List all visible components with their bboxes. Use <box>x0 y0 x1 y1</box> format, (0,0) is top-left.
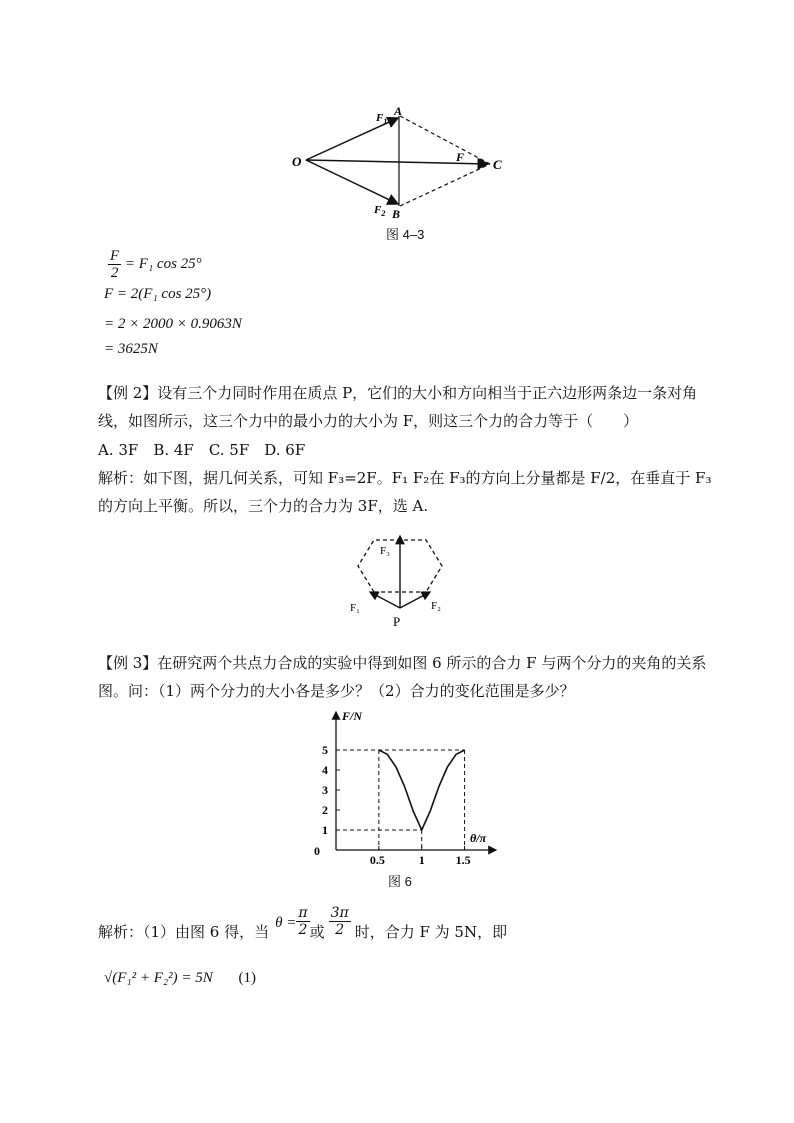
y-tick-label-3: 3 <box>322 783 328 797</box>
figure-4-3-caption: 图 4–3 <box>386 227 425 242</box>
theta-eq: θ = <box>275 915 297 931</box>
y-tick-label-1: 1 <box>322 823 328 837</box>
solution-3-text-b: 时，合力 F 为 5N，即 <box>354 923 508 941</box>
dashed-bc <box>400 164 490 206</box>
hex-label-f2: F₂ <box>431 600 441 612</box>
or-text: 或 <box>309 923 325 941</box>
hex-label-f1: F₁ <box>350 602 360 614</box>
eq-sqrt: √(F₁² + F₂²) = 5N (1) <box>104 970 256 986</box>
solution-3-line <box>98 906 507 946</box>
x-axis-label: θ/π <box>470 831 487 845</box>
y-axis-label: F/N <box>342 709 363 723</box>
eq-line-1: $\frac{F}{2}$ = F₁ cos 25° <box>110 248 202 281</box>
vector-ob <box>306 160 398 204</box>
label-f2: $F_2$ <box>374 204 386 218</box>
fraction-pi-over-2: $\frac{\pi}{2}$ <box>298 905 308 938</box>
hexagon-figure <box>340 530 460 630</box>
label-o: O <box>292 154 302 169</box>
fraction-3pi-over-2: $\frac{3\pi}{2}$ <box>330 905 349 938</box>
dashed-ac <box>400 116 490 164</box>
hex-label-f3: F₃ <box>380 545 390 557</box>
eq-line-2: F = 2(F₁ cos 25°) <box>104 286 212 302</box>
y-tick-label-5: 5 <box>322 743 328 757</box>
solution-3-text-a: 解析：（1）由图 6 得，当 <box>98 923 270 941</box>
example-2-analysis: 解析：如下图，据几何关系，可知 F₃=2F。F₁ F₂在 F₃的方向上分量都是 F/2，在垂直于 F₃的方向上平衡。所以，三个力的合力为 3F，选 A. <box>98 469 712 515</box>
figure-6-caption: 图 6 <box>388 874 412 889</box>
x-tick-label-1: 1 <box>418 853 425 867</box>
label-f: F <box>456 150 465 164</box>
label-b: B <box>392 207 401 221</box>
label-f1: $F_1$ <box>376 112 388 126</box>
fraction-f-over-2: $\frac{F}{2}$ <box>110 248 120 281</box>
label-c: C <box>493 157 502 172</box>
y-tick-label-4: 4 <box>322 763 328 777</box>
eq-line-4: = 3625N <box>104 341 158 357</box>
eq-number: (1) <box>238 970 256 986</box>
vector-f1 <box>370 592 400 608</box>
x-tick-label-1.5: 1.5 <box>455 853 471 867</box>
y-tick-label-2: 2 <box>322 803 328 817</box>
figure-6-chart <box>300 704 500 870</box>
example-3-text: 【例 3】在研究两个共点力合成的实验中得到如图 6 所示的合力 F 与两个分力的夹角的关系图。问：（1）两个分力的大小各是多少？（2）合力的变化范围是多少？ <box>98 654 707 700</box>
example-2-options: A. 3F B. 4F C. 5F D. 6F <box>98 441 306 459</box>
example-2-text: 【例 2】设有三个力同时作用在质点 P，它们的大小和方向相当于正六边形两条边一条对角线，如图所示，这三个力中的最小力的大小为 F，则这三个力的合力等于（ ） <box>98 384 698 430</box>
series-curve <box>379 750 465 830</box>
hex-label-p: P <box>393 614 401 629</box>
x-tick-label-0.5: 0.5 <box>369 853 385 867</box>
label-a: A <box>394 104 403 118</box>
eq-line-3: = 2 × 2000 × 0.9063N <box>104 316 242 332</box>
vector-f2 <box>400 592 430 608</box>
origin-label: 0 <box>314 844 320 858</box>
figure-4-3 <box>288 104 510 224</box>
